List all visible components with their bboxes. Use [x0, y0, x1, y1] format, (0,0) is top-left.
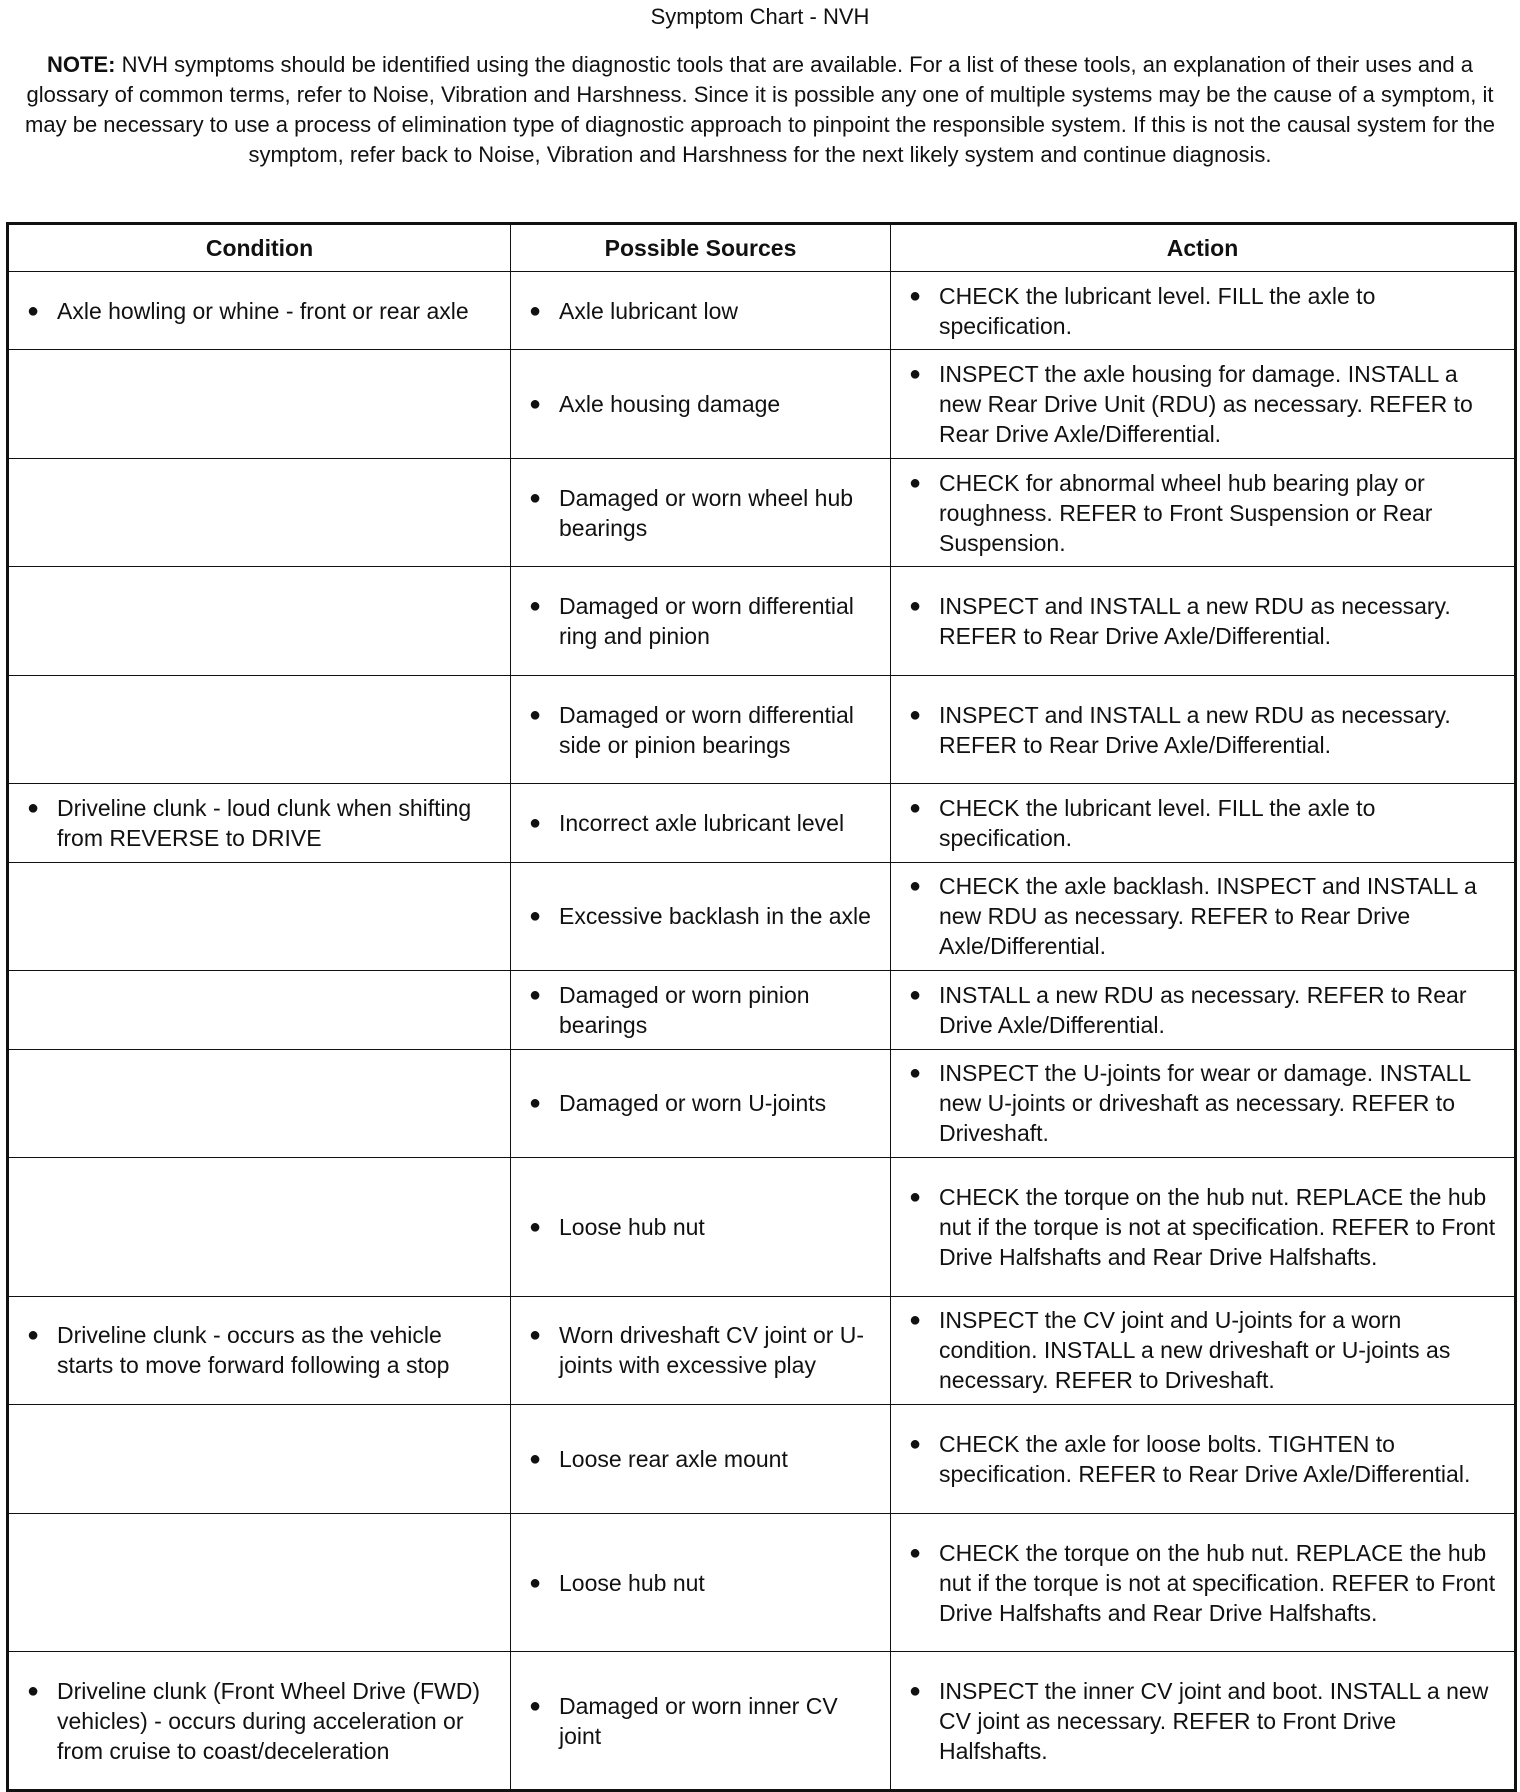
action-text: CHECK the torque on the hub nut. REPLACE the hub nut if the torque is not at specification. REFER to Front Drive Halfshafts and Rear Drive Halfshafts.	[939, 1539, 1496, 1626]
table-row	[8, 675, 1516, 784]
action-cell	[891, 675, 1516, 784]
source-item	[511, 901, 882, 931]
table-row	[8, 272, 1516, 350]
condition-cell	[8, 567, 511, 676]
source-cell	[511, 1158, 891, 1297]
table-body	[8, 272, 1516, 1791]
bullet-icon: ●	[908, 1309, 922, 1332]
source-text: Damaged or worn differential ring and pinion	[559, 593, 854, 650]
action-item	[891, 1182, 1506, 1272]
action-item	[891, 468, 1506, 558]
table-row	[8, 784, 1516, 862]
action-cell	[891, 1158, 1516, 1297]
table-row	[8, 1049, 1516, 1158]
condition-cell	[8, 350, 511, 459]
source-cell	[511, 1405, 891, 1514]
condition-cell	[8, 458, 511, 567]
action-text: INSPECT the inner CV joint and boot. INSTALL a new CV joint as necessary. REFER to Front Drive Halfshafts.	[939, 1677, 1489, 1764]
source-text: Damaged or worn U-joints	[559, 1090, 827, 1117]
bullet-icon: ●	[528, 1215, 542, 1238]
condition-cell	[8, 1652, 511, 1791]
action-text: INSPECT the U-joints for wear or damage. INSTALL new U-joints or driveshaft as necessary. REFER to Driveshaft.	[939, 1060, 1471, 1147]
source-text: Worn driveshaft CV joint or U-joints with excessive play	[559, 1322, 865, 1379]
table-header-row	[8, 224, 1516, 272]
action-cell	[891, 1513, 1516, 1652]
source-item	[511, 591, 882, 651]
table-row	[8, 567, 1516, 676]
action-text: CHECK for abnormal wheel hub bearing play or roughness. REFER to Front Suspension or Rear Suspension.	[939, 469, 1433, 556]
table-row	[8, 1296, 1516, 1405]
action-text: INSPECT and INSTALL a new RDU as necessary. REFER to Rear Drive Axle/Differential.	[939, 593, 1451, 650]
action-cell	[891, 1049, 1516, 1158]
bullet-icon: ●	[528, 486, 542, 509]
source-cell	[511, 862, 891, 971]
action-cell	[891, 458, 1516, 567]
condition-cell	[8, 1158, 511, 1297]
bullet-icon: ●	[528, 299, 542, 322]
action-text: INSTALL a new RDU as necessary. REFER to Rear Drive Axle/Differential.	[939, 981, 1467, 1038]
action-item	[891, 1538, 1506, 1628]
symptom-chart-table	[6, 222, 1517, 1792]
action-text: CHECK the axle backlash. INSPECT and INSTALL a new RDU as necessary. REFER to Rear Drive Axle/Differential.	[939, 873, 1477, 960]
condition-text: Driveline clunk - occurs as the vehicle starts to move forward following a stop	[57, 1322, 450, 1379]
action-cell	[891, 1652, 1516, 1791]
bullet-icon: ●	[528, 595, 542, 618]
condition-cell	[8, 1513, 511, 1652]
action-item	[891, 1058, 1506, 1148]
bullet-icon: ●	[528, 1324, 542, 1347]
source-text: Loose rear axle mount	[559, 1445, 788, 1472]
source-item	[511, 700, 882, 760]
condition-cell	[8, 784, 511, 862]
source-text: Axle lubricant low	[559, 297, 738, 324]
page-title: Symptom Chart - NVH	[650, 4, 870, 29]
action-cell	[891, 1296, 1516, 1405]
source-cell	[511, 1652, 891, 1791]
source-text: Damaged or worn wheel hub bearings	[559, 484, 854, 541]
source-item	[511, 808, 882, 838]
condition-cell	[8, 1049, 511, 1158]
bullet-icon: ●	[908, 471, 922, 494]
source-text: Incorrect axle lubricant level	[559, 810, 845, 837]
source-cell	[511, 675, 891, 784]
action-text: INSPECT and INSTALL a new RDU as necessary. REFER to Rear Drive Axle/Differential.	[939, 701, 1451, 758]
condition-item	[9, 1676, 502, 1766]
action-text: CHECK the lubricant level. FILL the axle to specification.	[939, 282, 1376, 339]
action-cell	[891, 272, 1516, 350]
table-row	[8, 458, 1516, 567]
source-item	[511, 1444, 882, 1474]
bullet-icon: ●	[528, 1092, 542, 1115]
action-cell	[891, 784, 1516, 862]
bullet-icon: ●	[908, 1679, 922, 1702]
bullet-icon: ●	[528, 812, 542, 835]
action-item	[891, 1305, 1506, 1395]
source-item	[511, 389, 882, 419]
source-cell	[511, 350, 891, 459]
condition-text: Driveline clunk - loud clunk when shifting from REVERSE to DRIVE	[57, 795, 472, 852]
header-action: Action	[891, 224, 1516, 272]
source-cell	[511, 458, 891, 567]
source-item	[511, 1212, 882, 1242]
action-item	[891, 871, 1506, 961]
table-row	[8, 1652, 1516, 1791]
bullet-icon: ●	[528, 983, 542, 1006]
source-cell	[511, 1513, 891, 1652]
table-row	[8, 1405, 1516, 1514]
source-cell	[511, 1049, 891, 1158]
source-text: Loose hub nut	[559, 1569, 705, 1596]
source-item	[511, 1691, 882, 1751]
source-text: Damaged or worn pinion bearings	[559, 981, 810, 1038]
source-cell	[511, 1296, 891, 1405]
condition-cell	[8, 971, 511, 1049]
note-label: NOTE:	[47, 52, 116, 77]
source-item	[511, 1320, 882, 1380]
action-item	[891, 591, 1506, 651]
source-text: Loose hub nut	[559, 1213, 705, 1240]
action-item	[891, 359, 1506, 449]
header-condition: Condition	[8, 224, 511, 272]
bullet-icon: ●	[908, 1062, 922, 1085]
action-text: INSPECT the CV joint and U-joints for a worn condition. INSTALL a new driveshaft or U-joints as necessary. REFER to Driveshaft.	[939, 1307, 1451, 1394]
bullet-icon: ●	[908, 1541, 922, 1564]
bullet-icon: ●	[528, 1447, 542, 1470]
table-row	[8, 971, 1516, 1049]
source-cell	[511, 971, 891, 1049]
note-paragraph	[12, 50, 1508, 170]
action-text: CHECK the axle for loose bolts. TIGHTEN to specification. REFER to Rear Drive Axle/Differential.	[939, 1430, 1471, 1487]
condition-cell	[8, 675, 511, 784]
bullet-icon: ●	[26, 1324, 40, 1347]
source-text: Excessive backlash in the axle	[559, 903, 871, 930]
action-item	[891, 1676, 1506, 1766]
bullet-icon: ●	[26, 299, 40, 322]
bullet-icon: ●	[908, 363, 922, 386]
source-item	[511, 1088, 882, 1118]
action-cell	[891, 350, 1516, 459]
table-row	[8, 1513, 1516, 1652]
source-text: Damaged or worn differential side or pinion bearings	[559, 701, 854, 758]
bullet-icon: ●	[528, 1571, 542, 1594]
condition-item	[9, 296, 502, 326]
source-text: Damaged or worn inner CV joint	[559, 1692, 838, 1749]
action-item	[891, 700, 1506, 760]
note-text: NVH symptoms should be identified using the diagnostic tools that are available. For a list of these tools, an explanation of their uses and a glossary of common terms, refer to Noise, Vibration and Harshness. Since it is possible any one of multiple systems may be the cause of a symptom, it may be necessary to use a process of elimination type of diagnostic approach to pinpoint the responsible system. If this is not the causal system for the symptom, refer back to Noise, Vibration and Harshness for the next likely system and continue diagnosis.	[25, 52, 1495, 167]
bullet-icon: ●	[908, 595, 922, 618]
condition-item	[9, 1320, 502, 1380]
bullet-icon: ●	[908, 797, 922, 820]
action-text: CHECK the torque on the hub nut. REPLACE the hub nut if the torque is not at specification. REFER to Front Drive Halfshafts and Rear Drive Halfshafts.	[939, 1183, 1496, 1270]
source-cell	[511, 567, 891, 676]
bullet-icon: ●	[908, 875, 922, 898]
action-text: CHECK the lubricant level. FILL the axle to specification.	[939, 795, 1376, 852]
bullet-icon: ●	[908, 284, 922, 307]
action-cell	[891, 862, 1516, 971]
action-item	[891, 980, 1506, 1040]
action-text: INSPECT the axle housing for damage. INSTALL a new Rear Drive Unit (RDU) as necessary. REFER to Rear Drive Axle/Differential.	[939, 361, 1473, 448]
table-row	[8, 1158, 1516, 1297]
condition-cell	[8, 1405, 511, 1514]
header-possible-sources: Possible Sources	[511, 224, 891, 272]
source-cell	[511, 272, 891, 350]
action-cell	[891, 567, 1516, 676]
bullet-icon: ●	[26, 797, 40, 820]
action-item	[891, 793, 1506, 853]
condition-text: Driveline clunk (Front Wheel Drive (FWD) vehicles) - occurs during acceleration or from cruise to coast/deceleration	[57, 1677, 481, 1764]
table-row	[8, 350, 1516, 459]
bullet-icon: ●	[528, 905, 542, 928]
action-cell	[891, 1405, 1516, 1514]
bullet-icon: ●	[908, 983, 922, 1006]
source-item	[511, 980, 882, 1040]
source-text: Axle housing damage	[559, 391, 781, 418]
bullet-icon: ●	[528, 1694, 542, 1717]
source-item	[511, 1568, 882, 1598]
source-item	[511, 483, 882, 543]
action-item	[891, 1429, 1506, 1489]
bullet-icon: ●	[908, 1432, 922, 1455]
action-item	[891, 281, 1506, 341]
bullet-icon: ●	[908, 1185, 922, 1208]
source-item	[511, 296, 882, 326]
source-cell	[511, 784, 891, 862]
bullet-icon: ●	[908, 703, 922, 726]
action-cell	[891, 971, 1516, 1049]
table-row	[8, 862, 1516, 971]
condition-cell	[8, 272, 511, 350]
condition-text: Axle howling or whine - front or rear axle	[57, 297, 469, 324]
condition-item	[9, 793, 502, 853]
bullet-icon: ●	[26, 1679, 40, 1702]
condition-cell	[8, 862, 511, 971]
bullet-icon: ●	[528, 703, 542, 726]
condition-cell	[8, 1296, 511, 1405]
bullet-icon: ●	[528, 393, 542, 416]
